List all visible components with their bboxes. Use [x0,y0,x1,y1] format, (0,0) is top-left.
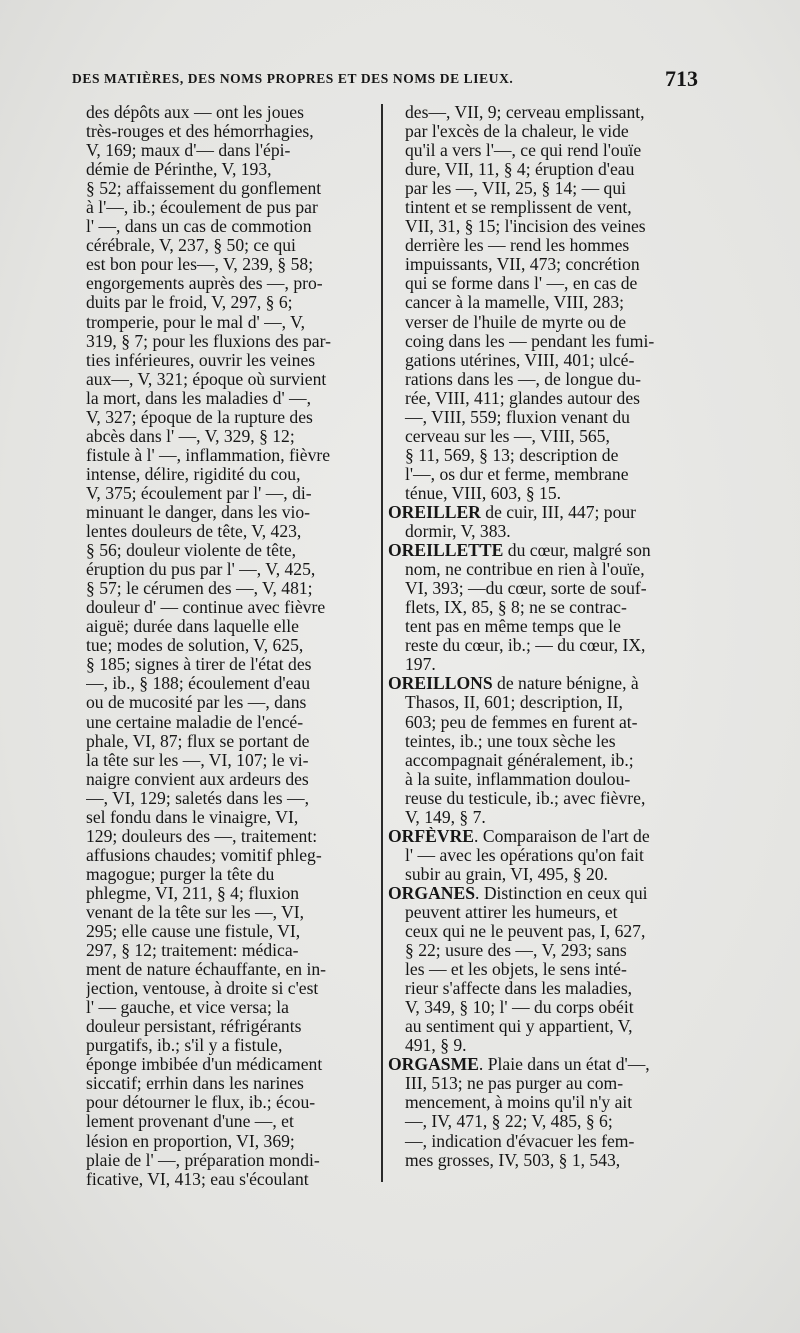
index-line [388,1112,698,1131]
entry-text: cancer à la mamelle, VIII, 283; [405,293,625,313]
entry-text: 603; peu de femmes en furent at- [405,712,638,732]
entry-text: tent pas en même temps que le [405,617,621,637]
index-line: pour détourner le flux, ib.; écou- [86,1093,316,1113]
left-column [86,103,374,1189]
entry-text: l'—, os dur et ferme, membrane [405,464,629,484]
index-line: ties inférieures, ouvrir les veines [86,350,316,370]
index-entry-start [388,884,698,903]
index-line: ficative, VI, 413; eau s'écoulant [86,1169,309,1189]
index-line: lentes douleurs de tête, V, 423, [86,522,302,542]
index-line [388,236,698,255]
index-line: purgatifs, ib.; s'il y a fistule, [86,1036,283,1056]
entry-text: qu'il a vers l'—, ce qui rend l'ouïe [405,141,642,161]
entry-text: de cuir, III, 447; pour [480,502,637,522]
index-line [388,1017,698,1036]
entry-text: § 11, 569, § 13; description de [405,445,619,465]
index-line: tromperie, pour le mal d' —, V, [86,312,305,332]
index-line: l' —, dans un cas de commotion [86,217,312,237]
index-line: minuant le danger, dans les vio- [86,502,311,522]
index-line [388,865,698,884]
index-line [388,408,698,427]
index-line [388,922,698,941]
index-line: abcès dans l' —, V, 329, § 12; [86,426,295,446]
index-line: aiguë; durée dans laquelle elle [86,617,299,637]
index-line [388,713,698,732]
index-line: 295; elle cause une fistule, VI, [86,922,301,942]
index-line: l' — gauche, et vice versa; la [86,998,289,1018]
index-line: § 52; affaissement du gonflement [86,179,322,199]
entry-text: au sentiment qui y appartient, V, [405,1017,633,1037]
entry-headword: ORFÈVRE [388,826,475,846]
index-line [388,693,698,712]
page-number: 713 [665,66,698,91]
index-line: à l'—, ib.; écoulement de pus par [86,198,318,218]
index-line [388,636,698,655]
index-line: aux—, V, 321; époque où survient [86,369,327,389]
index-line: des dépôts aux — ont les joues [86,103,304,122]
entry-text: 491, § 9. [405,1036,467,1056]
entry-text: teintes, ib.; une toux sèche les [405,731,616,751]
index-line: venant de la tête sur les —, VI, [86,902,305,922]
index-line [388,332,698,351]
index-line [388,522,698,541]
index-line [388,979,698,998]
index-line: siccatif; errhin dans les narines [86,1074,304,1094]
index-line: duits par le froid, V, 297, § 6; [86,293,293,313]
entry-text: 197. [405,655,436,675]
index-line: 319, § 7; pour les fluxions des par- [86,331,331,351]
index-line: 297, § 12; traitement: médica- [86,941,299,961]
entry-text: V, 149, § 7. [405,807,486,827]
index-line [388,198,698,217]
index-line [388,427,698,446]
index-line: affusions chaudes; vomitif phleg- [86,845,322,865]
index-line [388,846,698,865]
index-line [388,751,698,770]
entry-text: à la suite, inflammation doulou- [405,769,631,789]
entry-text: rée, VIII, 411; glandes autour des [405,388,640,408]
entry-text: nom, ne contribue en rien à l'ouïe, [405,560,645,580]
entry-text: peuvent attirer les humeurs, et [405,902,618,922]
index-entry-start [388,503,698,522]
entry-text: cerveau sur les —, VIII, 565, [405,426,610,446]
index-line: V, 375; écoulement par l' —, di- [86,483,312,503]
index-line: plaie de l' —, préparation mondi- [86,1150,320,1170]
index-line [388,808,698,827]
entry-text: par les —, VII, 25, § 14; — qui [405,179,627,199]
index-line: V, 327; époque de la rupture des [86,407,313,427]
entry-text: . Plaie dans un état d'—, [478,1055,650,1075]
index-line: douleur d' — continue avec fièvre [86,598,326,618]
entry-headword: OREILLETTE [388,541,504,561]
index-line: jection, ventouse, à droite si c'est [86,979,319,999]
index-line: lésion en proportion, VI, 369; [86,1131,295,1151]
entry-headword: ORGANES [388,883,476,903]
index-line: magogue; purger la tête du [86,864,275,884]
index-line [388,446,698,465]
entry-text: coing dans les — pendant les fumi- [405,331,655,351]
index-line: la mort, dans les maladies d' —, [86,388,311,408]
index-line [388,179,698,198]
entry-text: mencement, à moins qu'il n'y ait [405,1093,633,1113]
entry-text: tintent et se remplissent de vent, [405,198,632,218]
index-line [388,579,698,598]
entry-text: —, indication d'évacuer les fem- [405,1131,635,1151]
entry-headword: OREILLER [388,502,481,522]
entry-headword: ORGASME [388,1055,479,1075]
index-line: —, VI, 129; saletés dans les —, [86,788,309,808]
index-line: une certaine maladie de l'encé- [86,712,304,732]
index-line: —, ib., § 188; écoulement d'eau [86,674,311,694]
index-line: naigre convient aux ardeurs des [86,769,309,789]
index-line [388,465,698,484]
entry-text: § 22; usure des —, V, 293; sans [405,941,627,961]
index-line: § 56; douleur violente de tête, [86,541,297,561]
index-line [388,617,698,636]
entry-text: ténue, VIII, 603, § 15. [405,483,562,503]
entry-text: III, 513; ne pas purger au com- [405,1074,624,1094]
index-line: § 57; le cérumen des —, V, 481; [86,579,313,599]
index-line: phlegme, VI, 211, § 4; fluxion [86,883,300,903]
index-line: douleur persistant, réfrigérants [86,1017,302,1037]
index-line [388,655,698,674]
entry-text: l' — avec les opérations qu'on fait [405,845,644,865]
index-line [388,960,698,979]
index-line [388,789,698,808]
index-line [388,103,698,122]
entry-text: verser de l'huile de myrte ou de [405,312,627,332]
entry-text: subir au grain, VI, 495, § 20. [405,864,608,884]
right-column [388,103,698,1170]
index-line [388,141,698,160]
index-line: éruption du pus par l' —, V, 425, [86,560,316,580]
index-entry-start [388,1055,698,1074]
entry-text: flets, IX, 85, § 8; ne se contrac- [405,598,627,618]
entry-text: VII, 31, § 15; l'incision des veines [405,217,646,237]
index-line: intense, délire, rigidité du cou, [86,464,301,484]
entry-text: dormir, V, 383. [405,522,511,542]
entry-text: gations utérines, VIII, 401; ulcé- [405,350,635,370]
index-line [388,770,698,789]
entry-text: dure, VII, 11, § 4; éruption d'eau [405,160,635,180]
index-line: ment de nature échauffante, en in- [86,960,327,980]
entry-text: accompagnait généralement, ib.; [405,750,634,770]
index-line [388,122,698,141]
entry-text: VI, 393; —du cœur, sorte de souf- [405,579,647,599]
entry-text: par l'excès de la chaleur, le vide [405,122,629,142]
index-line [388,370,698,389]
index-line [388,598,698,617]
entry-text: du cœur, malgré son [503,541,651,561]
index-line: tue; modes de solution, V, 625, [86,636,304,656]
index-line [388,560,698,579]
index-line [388,274,698,293]
index-line: sel fondu dans le vinaigre, VI, [86,807,299,827]
index-line [388,255,698,274]
entry-text: V, 349, § 10; l' — du corps obéit [405,998,634,1018]
index-line [388,351,698,370]
entry-text: Thasos, II, 601; description, II, [405,693,623,713]
index-line [388,1074,698,1093]
index-entry-start [388,674,698,693]
entry-text: reuse du testicule, ib.; avec fièvre, [405,788,646,808]
index-entry-start [388,827,698,846]
entry-text: rations dans les —, de longue du- [405,369,642,389]
index-line [388,313,698,332]
entry-text: reste du cœur, ib.; — du cœur, IX, [405,636,646,656]
index-line: éponge imbibée d'un médicament [86,1055,323,1075]
index-line [388,160,698,179]
entry-text: des—, VII, 9; cerveau emplissant, [405,103,645,122]
index-line: lement provenant d'une —, et [86,1112,294,1132]
entry-text: rieur s'affecte dans les maladies, [405,979,633,999]
entry-text: ceux qui ne le peuvent pas, I, 627, [405,922,646,942]
index-entry-start [388,541,698,560]
index-line [388,941,698,960]
entry-text: mes grosses, IV, 503, § 1, 543, [405,1150,621,1170]
entry-text: impuissants, VII, 473; concrétion [405,255,640,275]
entry-text: . Distinction en ceux qui [475,883,648,903]
index-line [388,389,698,408]
entry-headword: OREILLONS [388,674,493,694]
index-line: § 185; signes à tirer de l'état des [86,655,312,675]
index-line [388,1036,698,1055]
index-line: engorgements auprès des —, pro- [86,274,323,294]
index-line: phale, VI, 87; flux se portant de [86,731,310,751]
index-line [388,732,698,751]
index-line: la tête sur les —, VI, 107; le vi- [86,750,309,770]
index-line: cérébrale, V, 237, § 50; ce qui [86,236,296,256]
entry-text: —, IV, 471, § 22; V, 485, § 6; [405,1112,613,1132]
column-divider [381,104,383,1182]
index-line [388,293,698,312]
index-line: V, 169; maux d'— dans l'épi- [86,141,291,161]
entry-text: —, VIII, 559; fluxion venant du [405,407,630,427]
entry-text: de nature bénigne, à [492,674,639,694]
index-line: très-rouges et des hémorrhagies, [86,122,314,142]
index-line [388,484,698,503]
entry-text: les — et les objets, le sens inté- [405,960,627,980]
index-line: 129; douleurs des —, traitement: [86,826,318,846]
index-line [388,217,698,236]
index-line [388,998,698,1017]
entry-text: . Comparaison de l'art de [474,826,650,846]
index-line [388,903,698,922]
entry-text: derrière les — rend les hommes [405,236,630,256]
index-line: démie de Périnthe, V, 193, [86,160,272,180]
index-line [388,1151,698,1170]
running-head: DES MATIÈRES, DES NOMS PROPRES ET DES NOMS DE LIEUX. [72,71,514,86]
index-line: ou de mucosité par les —, dans [86,693,307,713]
entry-text: qui se forme dans l' —, en cas de [405,274,638,294]
index-line [388,1132,698,1151]
index-line: est bon pour les—, V, 239, § 58; [86,255,314,275]
index-line [388,1093,698,1112]
index-line: fistule à l' —, inflammation, fièvre [86,445,331,465]
page-header [72,66,698,96]
